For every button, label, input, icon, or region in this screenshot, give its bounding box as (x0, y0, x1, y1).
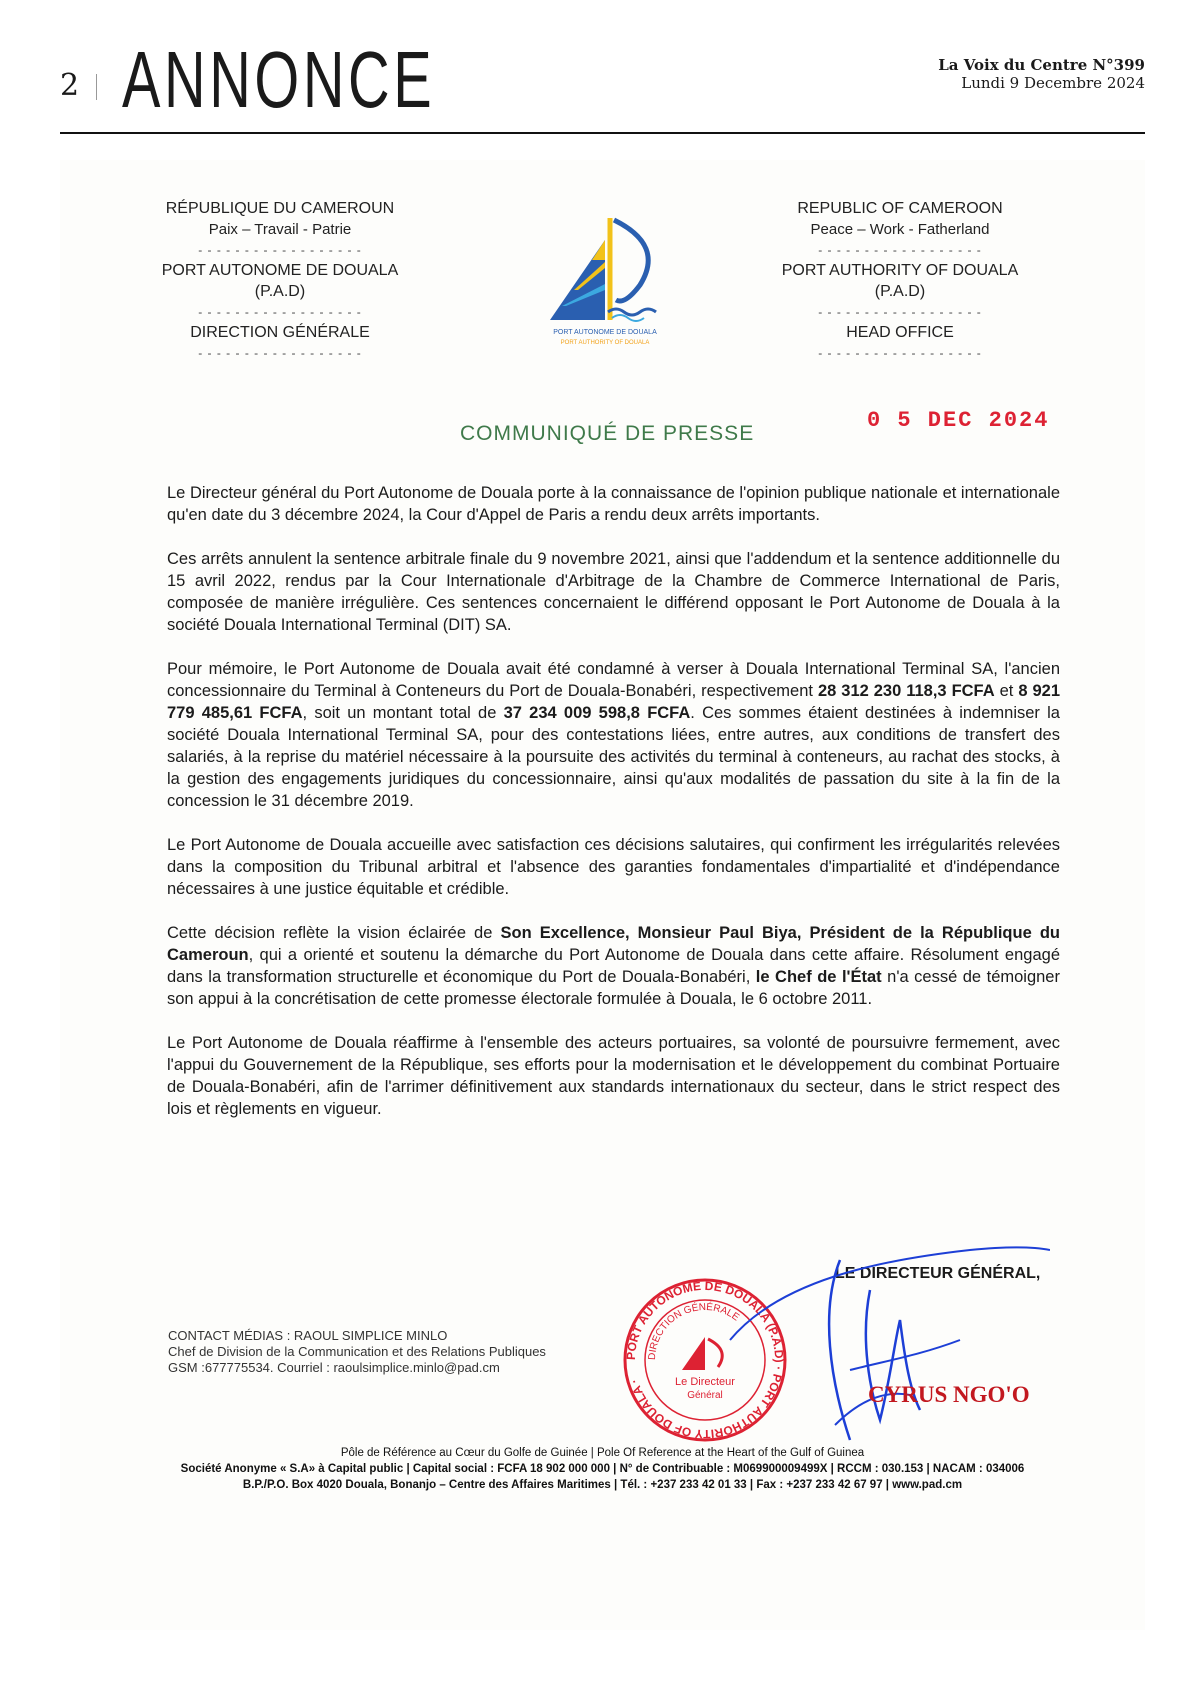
pad-logo (530, 200, 680, 350)
abbr-fr: (P.A.D) (254, 283, 306, 300)
paragraph-1: Le Directeur général du Port Autonome de Douala porte à la connaissance de l'opinion publique nationale et internationale qu'en date du 3 décembre 2024, la Cour d'Appel de Paris a rendu deux arrêts importants. (167, 484, 1060, 524)
paragraph-4: Le Port Autonome de Douala accueille avec satisfaction ces décisions salutaires, qui confirment les irrégularités relevées dans la composition du Tribunal arbitral et l'absence des garanties fondamentales d'impartialité et d'indépendance nécessaires à une justice équitable et crédible. (167, 836, 1060, 898)
divider: - - - - - - - - - - - - - - - - - - (818, 243, 982, 257)
document-footer (60, 1445, 1145, 1493)
country-en: REPUBLIC OF CAMEROON (797, 200, 1003, 217)
handwritten-signature (720, 1220, 1050, 1450)
logo-text-fr: PORT AUTONOME DE DOUALA (553, 329, 657, 336)
letterhead-french (160, 198, 400, 363)
footer-address: B.P./P.O. Box 4020 Douala, Bonanjo – Centre des Affaires Maritimes | Tél. : +237 233 42 01 33 | Fax : +237 233 42 67 97 | www.pad.cm (242, 1479, 963, 1491)
newspaper-header (60, 35, 1145, 134)
president-mention: Son Excellence, Monsieur Paul Biya, Président de la République du Cameroun (167, 924, 1060, 964)
total-amount: 37 234 009 598,8 FCFA (503, 704, 691, 722)
paragraph-3: Pour mémoire, le Port Autonome de Douala avait été condamné à verser à Douala International Terminal SA, l'ancien concessionnaire du Terminal à Conteneurs du Port de Douala-Bonabéri, respectivement 28 312 230 118,3 FCFA et 8 921 779 485,61 FCFA, soit un montant total de 37 234 009 598,8 FCFA. Ces sommes étaient destinées à indemniser la société Douala International Terminal SA, pour des contestations liées, entre autres, aux conditions de transfert des salariés, à la reprise du matériel nécessaire à la poursuite des activités du terminal à conteneurs, au rachat des stocks, à la gestion des engagements juridiques du concessionnaire, ainsi qu'aux modalités de passation du site à la fin de la concession le 31 décembre 2019. (167, 660, 1060, 810)
footer-company-info: Société Anonyme « S.A» à Capital public | Capital social : FCFA 18 902 000 000 | N° de Contribuable : M069900009499X | RCCM : 030.153 | NACAM : 034006 (180, 1463, 1025, 1475)
stamp-center-line1: Le Directeur (675, 1376, 735, 1388)
org-fr: PORT AUTONOME DE DOUALA (161, 262, 399, 279)
signatory-name: CYRUS NGO'O (868, 1382, 1030, 1407)
press-release-document (60, 160, 1145, 1630)
page-separator (96, 74, 97, 100)
letterhead-english (780, 198, 1020, 363)
divider: - - - - - - - - - - - - - - - - - - (198, 305, 362, 319)
divider: - - - - - - - - - - - - - - - - - - (198, 243, 362, 257)
media-contact (168, 1328, 546, 1376)
amount-1: 28 312 230 118,3 FCFA (817, 682, 995, 700)
footer-tagline: Pôle de Référence au Cœur du Golfe de Guinée | Pole Of Reference at the Heart of the Gulf of Guinea (340, 1447, 865, 1459)
paragraph-5: Cette décision reflète la vision éclairée de Son Excellence, Monsieur Paul Biya, Président de la République du Cameroun, qui a orienté et soutenu la démarche du Port Autonome de Douala dans cette affaire. Résolument engagé dans la transformation structurelle et économique du Port de Douala-Bonabéri, le Chef de l'État n'a cessé de témoigner son appui à la concrétisation de cette promesse électorale formulée à Douala, le 6 octobre 2011. (167, 924, 1060, 1008)
divider: - - - - - - - - - - - - - - - - - - (818, 346, 982, 360)
svg-text:PORT AUTONOME DE DOUALA (P.A.D: PORT AUTONOME DE DOUALA (P.A.D) · PORT AUTHORITY OF DOUALA · (623, 1278, 787, 1442)
abbr-en: (P.A.D) (874, 283, 926, 300)
publication-date: Lundi 9 Decembre 2024 (961, 74, 1145, 92)
motto-en: Peace – Work - Fatherland (810, 221, 990, 238)
country-fr: RÉPUBLIQUE DU CAMEROUN (165, 200, 395, 217)
amount-2: 8 921 779 485,61 FCFA (167, 682, 1060, 722)
paragraph-2: Ces arrêts annulent la sentence arbitrale finale du 9 novembre 2021, ainsi que l'addendum et la sentence additionnelle du 15 avril 2022, rendus par la Cour Internationale d'Arbitrage de la Chambre de Commerce International de Paris, composée de manière irrégulière. Ces sentences concernaient le différend opposant le Port Autonome de Douala à la société Douala International Terminal (DIT) SA. (167, 550, 1060, 634)
logo-text-en: PORT AUTHORITY OF DOUALA (560, 340, 650, 346)
org-en: PORT AUTHORITY OF DOUALA (781, 262, 1019, 279)
signatory-title: LE DIRECTEUR GÉNÉRAL, (835, 1265, 1041, 1282)
contact-role: Chef de Division de la Communication et des Relations Publiques (168, 1344, 546, 1359)
divider: - - - - - - - - - - - - - - - - - - (818, 305, 982, 319)
dept-fr: DIRECTION GÉNÉRALE (190, 324, 370, 341)
section-title: ANNONCE (122, 35, 436, 124)
publication-name: La Voix du Centre N°399 (938, 56, 1145, 74)
divider: - - - - - - - - - - - - - - - - - - (198, 346, 362, 360)
svg-text:DIRECTION GÉNÉRALE: DIRECTION GÉNÉRALE (646, 1301, 742, 1361)
page-number: 2 (60, 68, 80, 103)
contact-name: CONTACT MÉDIAS : RAOUL SIMPLICE MINLO (168, 1328, 448, 1343)
motto-fr: Paix – Travail - Patrie (208, 221, 352, 238)
stamp-center-line2: Général (687, 1390, 723, 1401)
date-stamp: 0 5 DEC 2024 (867, 408, 1050, 433)
contact-details: GSM :677775534. Courriel : raoulsimplice.minlo@pad.cm (168, 1360, 500, 1375)
press-release-title: COMMUNIQUÉ DE PRESSE (460, 422, 755, 445)
head-of-state-mention: le Chef de l'État (755, 968, 882, 986)
dept-en: HEAD OFFICE (846, 324, 954, 341)
issue-info (938, 56, 1145, 92)
paragraph-6: Le Port Autonome de Douala réaffirme à l'ensemble des acteurs portuaires, sa volonté de poursuivre fermement, avec l'appui du Gouvernement de la République, ses efforts pour la modernisation et le développement du combinat Portuaire de Douala-Bonabéri, afin de l'arrimer définitivement aux standards internationaux du secteur, dans le strict respect des lois et règlements en vigueur. (167, 1034, 1060, 1118)
press-release-body (167, 482, 1060, 1142)
